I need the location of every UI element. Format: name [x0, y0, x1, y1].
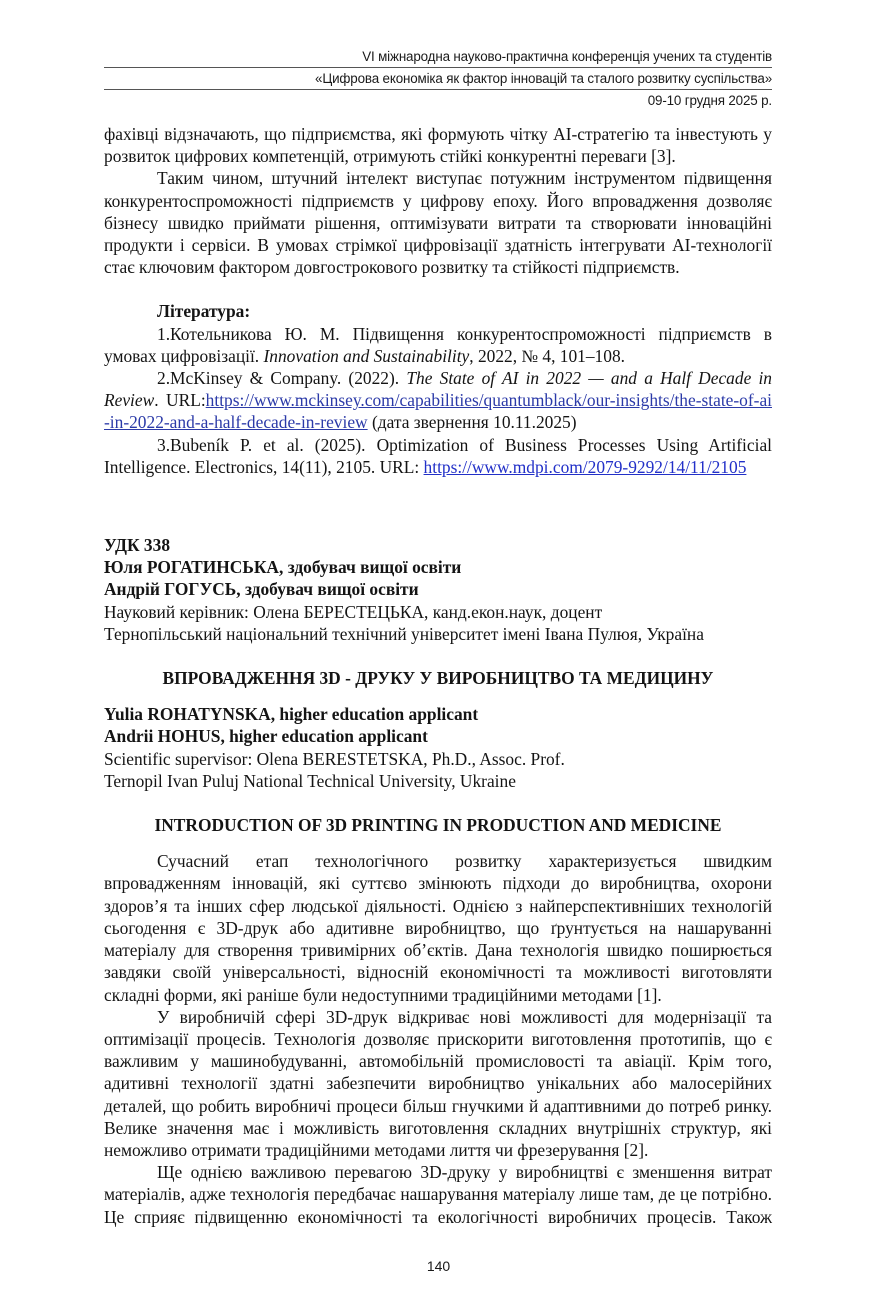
- paragraph: фахівці відзначають, що підприємства, які формують чітку AI-стратегію та інвестують у розвиток цифрових компетенцій, отримують стійкі конкурентні переваги [3].: [104, 124, 772, 167]
- reference-title: The State of AI in 2022 — and a Half Decade in Review: [104, 368, 773, 411]
- article-body: [104, 850, 772, 1227]
- running-header: [104, 48, 772, 109]
- author-name: Андрій ГОГУСЬ: [104, 579, 237, 600]
- udc-code: УДК 338: [104, 535, 171, 556]
- page-number: 140: [426, 1257, 451, 1274]
- author: [104, 578, 772, 600]
- reference-text: (дата звернення 10.11.2025): [367, 412, 577, 433]
- article-metadata-ua: [104, 534, 772, 645]
- author-en: Andrii HOHUS, higher education applicant: [104, 726, 428, 747]
- university: Тернопільський національний технічний університет імені Івана Пулюя, Україна: [104, 623, 704, 644]
- reference-text: 1.Котельникова Ю. М. Підвищення конкурентоспроможності підприємств в умовах цифровізації.: [104, 323, 772, 366]
- reference-text: 3.Bubeník P. et al. (2025). Optimization of Business Processes Using Artificial Intelligence. Electronics, 14(11), 2105. URL:: [104, 434, 772, 477]
- reference-item: [104, 323, 772, 367]
- author-en: Yulia ROHATYNSKA, higher education applicant: [104, 704, 479, 725]
- author-name: Юля РОГАТИНСЬКА: [104, 557, 279, 578]
- header-conference-theme: «Цифрова економіка як фактор інновацій та сталого розвитку суспільства»: [315, 71, 772, 86]
- header-rule-top: [104, 67, 772, 68]
- university-en: Ternopil Ivan Puluj National Technical University, Ukraine: [104, 770, 516, 791]
- previous-article-tail: [104, 123, 772, 278]
- header-rule-bottom: [104, 89, 772, 90]
- references-heading: Література:: [157, 301, 251, 322]
- reference-text: . URL:: [154, 390, 206, 411]
- paragraph: У виробничій сфері 3D-друк відкриває нові можливості для модернізації та оптимізації процесів. Технологія дозволяє прискорити виготовлення прототипів, що є важливим у машинобудуванні, автомобільній промисловості та авіації. Крім того, адитивні технології здатні забезпечити виробництво унікальних або малосерійних деталей, що робить виробничі процеси більш гнучкими й адаптивними до потреб ринку. Велике значення має і можливість виготовлення складних внутрішніх структур, які неможливо отримати традиційними методами лиття чи фрезерування [2].: [104, 1006, 772, 1160]
- header-conference-title: VI міжнародна науково-практична конференція учених та студентів: [362, 49, 772, 64]
- supervisor-en: Scientific supervisor: Olena BERESTETSKA, Ph.D., Assoc. Prof.: [104, 748, 565, 769]
- paragraph: Таким чином, штучний інтелект виступає потужним інструментом підвищення конкурентоспроможності підприємств у цифрову епоху. Його впровадження дозволяє бізнесу швидко приймати рішення, оптимізувати витрати та створювати інноваційні продукти і сервіси. В умовах стрімкої цифровізації здатність інтегрувати AI-технології стає ключовим фактором довгострокового розвитку та стійкості підприємств.: [104, 168, 772, 278]
- reference-text: 2.McKinsey & Company. (2022).: [157, 368, 407, 389]
- references-section: [104, 300, 772, 478]
- paragraph: Сучасний етап технологічного розвитку характеризується швидким впровадженням інновацій, які суттєво змінюють підходи до виробництва, охорони здоров’я та інших сфер людської діяльності. Однією з найперспективніших технологій сьогодення є 3D-друк або адитивне виробництво, що ґрунтується на нашаруванні матеріалу для створення тривимірних об’єктів. Дана технологія швидко поширюється завдяки своїй універсальності, відносній економічності та можливості виготовляти складні форми, які раніше були недоступними традиційними методами [1].: [104, 851, 772, 1005]
- reference-link[interactable]: https://www.mdpi.com/2079-9292/14/11/2105: [423, 456, 747, 477]
- reference-journal: Innovation and Sustainability: [263, 345, 470, 366]
- author-role: , здобувач вищої освіти: [279, 557, 462, 578]
- article-title-en: INTRODUCTION OF 3D PRINTING IN PRODUCTION AND MEDICINE: [154, 815, 722, 836]
- author: [104, 556, 772, 578]
- reference-item: [104, 434, 772, 478]
- article-metadata-en: [104, 703, 772, 792]
- article-title-ua: ВПРОВАДЖЕННЯ 3D - ДРУКУ У ВИРОБНИЦТВО ТА МЕДИЦИНУ: [162, 668, 714, 689]
- reference-link[interactable]: https://www.mckinsey.com/capabilities/quantumblack/our-insights/the-state-of-ai-in-2022-and-a-half-decade-in-review: [104, 390, 772, 433]
- reference-text: , 2022, № 4, 101–108.: [469, 345, 625, 366]
- paragraph: Ще однією важливою перевагою 3D-друку у виробництві є зменшення витрат матеріалів, адже технологія передбачає нашарування матеріалу лише там, де це потрібно. Це сприяє підвищенню економічності та екологічності виробничих процесів. Також: [104, 1162, 772, 1227]
- supervisor: Науковий керівник: Олена БЕРЕСТЕЦЬКА, канд.екон.наук, доцент: [104, 601, 603, 622]
- reference-item: [104, 367, 772, 434]
- header-conference-date: 09-10 грудня 2025 р.: [647, 93, 772, 108]
- author-role: , здобувач вищої освіти: [236, 579, 419, 600]
